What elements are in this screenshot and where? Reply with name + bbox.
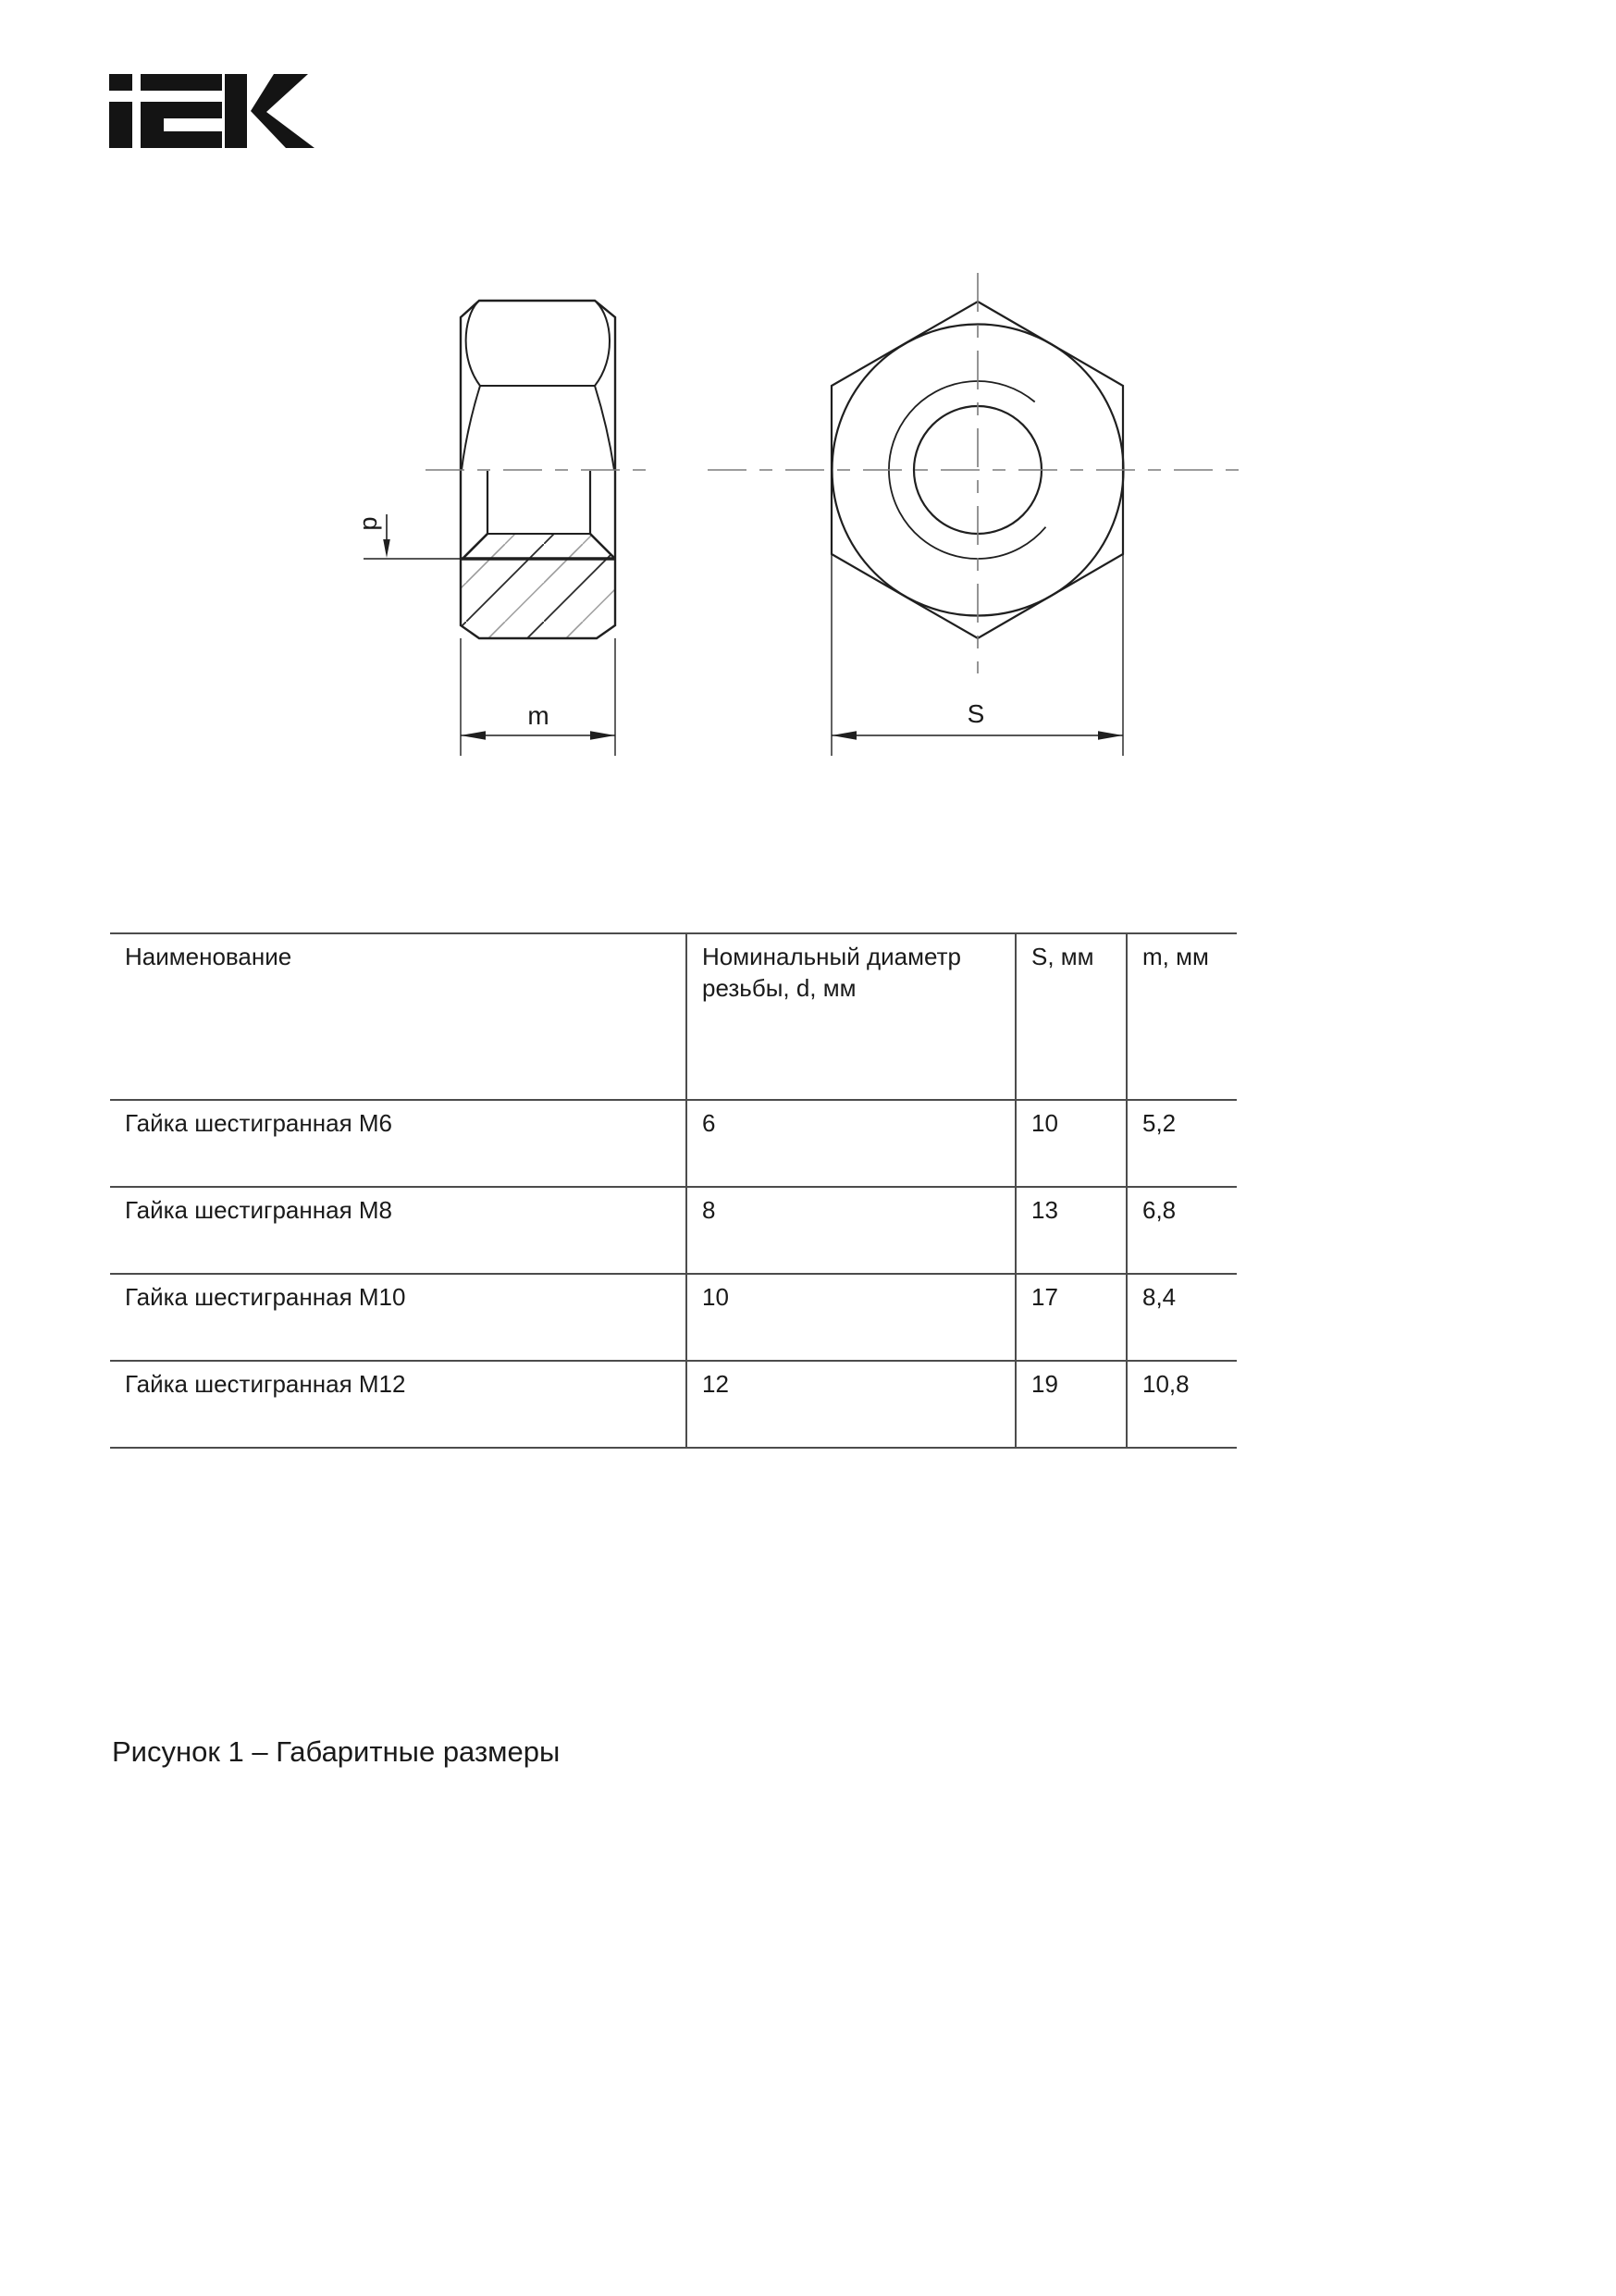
section-hatch-chamfer: [463, 534, 614, 558]
m-arrowhead-right: [590, 731, 615, 740]
cell-diameter: 12: [686, 1361, 1016, 1448]
logo-i-stem: [109, 102, 132, 148]
cell-s: 17: [1016, 1274, 1127, 1361]
table-row: [110, 1361, 1237, 1448]
header-diameter: Номинальный диаметр резьбы, d, мм: [686, 933, 1016, 1100]
cell-m: 10,8: [1127, 1361, 1237, 1448]
d-arrowhead: [383, 539, 390, 558]
table-row: [110, 1100, 1237, 1187]
cell-m: 5,2: [1127, 1100, 1237, 1187]
cell-diameter: 10: [686, 1274, 1016, 1361]
cell-name: Гайка шестигранная М6: [125, 1109, 392, 1137]
cell-name: Гайка шестигранная М8: [125, 1196, 392, 1224]
cell-m: 8,4: [1127, 1274, 1237, 1361]
header-m: m, мм: [1127, 933, 1237, 1100]
cell-diameter: 6: [686, 1100, 1016, 1187]
chamfer-arc-low-left: [462, 386, 480, 470]
s-arrowhead-right: [1098, 731, 1123, 740]
m-arrowhead-left: [461, 731, 486, 740]
section-hatch-body: [461, 560, 615, 638]
dim-label-m: m: [527, 701, 549, 730]
header-name: Наименование: [125, 943, 292, 970]
logo-e-top-bar: [141, 74, 222, 91]
dim-label-d: d: [358, 516, 386, 531]
figure-caption: Рисунок 1 – Габаритные размеры: [112, 1735, 561, 1768]
cell-name: Гайка шестигранная М10: [125, 1283, 406, 1311]
logo-e-body: [141, 102, 222, 148]
header-s: S, мм: [1016, 933, 1127, 1100]
dimensions-table: [110, 932, 1237, 1449]
table-header-row: [110, 933, 1237, 1100]
chamfer-arc-low-right: [595, 386, 614, 470]
cell-diameter: 8: [686, 1187, 1016, 1274]
s-arrowhead-left: [832, 731, 857, 740]
logo-k-chevron: [251, 74, 315, 148]
logo-i-dot: [109, 74, 132, 91]
cell-s: 10: [1016, 1100, 1127, 1187]
face-view: [708, 273, 1249, 756]
dim-label-s: S: [967, 699, 985, 728]
table-row: [110, 1274, 1237, 1361]
chamfer-arc-top-left: [466, 302, 480, 386]
logo-k-stem: [225, 74, 247, 148]
cell-s: 13: [1016, 1187, 1127, 1274]
table-row: [110, 1187, 1237, 1274]
technical-drawing: [315, 250, 1304, 777]
cell-m: 6,8: [1127, 1187, 1237, 1274]
cell-name: Гайка шестигранная М12: [125, 1370, 406, 1398]
side-section-view: [358, 301, 659, 756]
iek-logo: [109, 72, 315, 148]
chamfer-arc-top-right: [595, 302, 610, 386]
cell-s: 19: [1016, 1361, 1127, 1448]
